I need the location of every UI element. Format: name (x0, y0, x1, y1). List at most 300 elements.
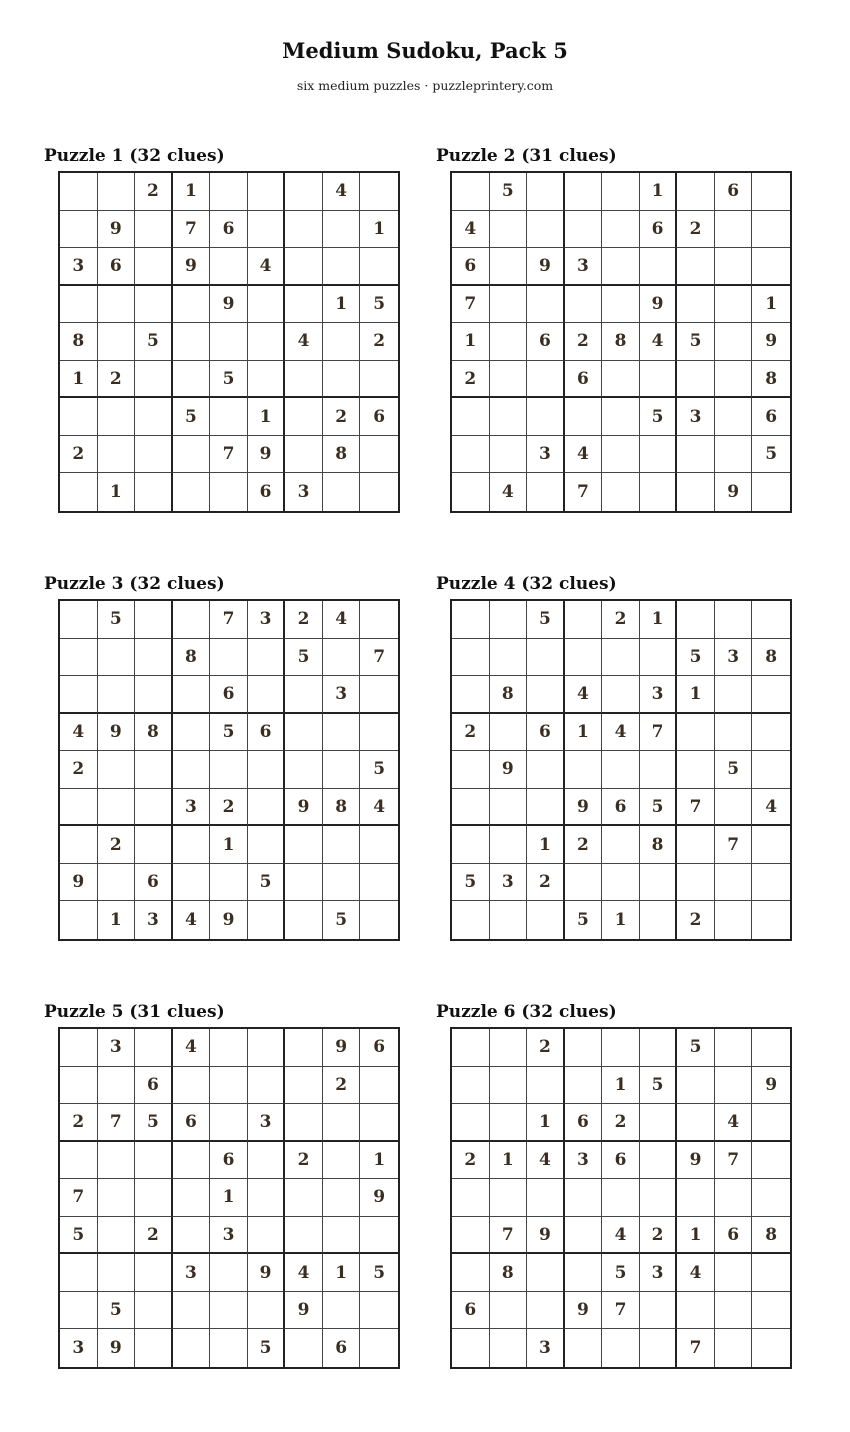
sudoku-cell: 1 (640, 601, 678, 639)
sudoku-cell: 9 (565, 1292, 603, 1330)
sudoku-cell: 6 (135, 864, 173, 902)
sudoku-cell (602, 676, 640, 714)
sudoku-cell (248, 323, 286, 361)
sudoku-cell (565, 1217, 603, 1255)
sudoku-cell (173, 286, 211, 324)
sudoku-cell: 2 (135, 173, 173, 211)
sudoku-cell (98, 639, 136, 677)
sudoku-cell (527, 211, 565, 249)
sudoku-cell (98, 1067, 136, 1105)
sudoku-cell: 5 (715, 751, 753, 789)
sudoku-grid (450, 1027, 792, 1369)
sudoku-cell (135, 1142, 173, 1180)
sudoku-cell: 9 (98, 1329, 136, 1367)
sudoku-cell (677, 601, 715, 639)
sudoku-cell (60, 173, 98, 211)
sudoku-cell: 4 (60, 714, 98, 752)
sudoku-cell (677, 286, 715, 324)
sudoku-cell (360, 1292, 398, 1330)
sudoku-cell (135, 1254, 173, 1292)
sudoku-cell (323, 473, 361, 511)
sudoku-cell (527, 1067, 565, 1105)
sudoku-cell (360, 1104, 398, 1142)
sudoku-cell: 6 (452, 248, 490, 286)
sudoku-cell (173, 751, 211, 789)
sudoku-cell (565, 639, 603, 677)
sudoku-cell (210, 1029, 248, 1067)
sudoku-cell: 2 (60, 751, 98, 789)
sudoku-cell (452, 751, 490, 789)
sudoku-cell (60, 473, 98, 511)
sudoku-cell: 6 (173, 1104, 211, 1142)
sudoku-cell (210, 173, 248, 211)
sudoku-cell (323, 1217, 361, 1255)
sudoku-cell: 4 (323, 601, 361, 639)
sudoku-cell: 6 (527, 714, 565, 752)
sudoku-cell (527, 1292, 565, 1330)
sudoku-cell (173, 826, 211, 864)
sudoku-cell: 6 (360, 1029, 398, 1067)
sudoku-cell: 4 (452, 211, 490, 249)
sudoku-cell: 2 (602, 1104, 640, 1142)
sudoku-cell (677, 248, 715, 286)
sudoku-cell (602, 211, 640, 249)
sudoku-cell (490, 639, 528, 677)
sudoku-cell: 3 (323, 676, 361, 714)
sudoku-cell (490, 826, 528, 864)
sudoku-cell (323, 714, 361, 752)
sudoku-cell: 6 (715, 173, 753, 211)
sudoku-cell (677, 1179, 715, 1217)
sudoku-cell: 5 (135, 1104, 173, 1142)
sudoku-cell: 3 (527, 436, 565, 474)
sudoku-cell (210, 248, 248, 286)
sudoku-cell: 8 (752, 361, 790, 399)
sudoku-cell (602, 473, 640, 511)
puzzle-title: Puzzle 4 (32 clues) (436, 574, 617, 594)
sudoku-cell (135, 398, 173, 436)
sudoku-cell (565, 1029, 603, 1067)
sudoku-cell: 6 (248, 714, 286, 752)
sudoku-cell (677, 436, 715, 474)
sudoku-cell (602, 1179, 640, 1217)
sudoku-cell (248, 1142, 286, 1180)
sudoku-cell: 5 (248, 1329, 286, 1367)
sudoku-cell (98, 436, 136, 474)
sudoku-cell (602, 1329, 640, 1367)
page-subtitle: six medium puzzles · puzzleprintery.com (296, 78, 554, 93)
sudoku-cell (360, 864, 398, 902)
sudoku-cell (752, 173, 790, 211)
sudoku-cell: 4 (173, 901, 211, 939)
sudoku-cell (752, 676, 790, 714)
sudoku-cell: 5 (210, 361, 248, 399)
sudoku-cell (752, 1254, 790, 1292)
sudoku-cell: 4 (248, 248, 286, 286)
sudoku-cell: 2 (565, 826, 603, 864)
sudoku-cell (715, 901, 753, 939)
sudoku-cell (527, 751, 565, 789)
sudoku-cell: 1 (452, 323, 490, 361)
sudoku-cell (360, 361, 398, 399)
sudoku-cell (210, 1104, 248, 1142)
sudoku-cell: 1 (677, 1217, 715, 1255)
sudoku-cell (360, 826, 398, 864)
sudoku-cell (602, 248, 640, 286)
sudoku-cell (285, 676, 323, 714)
sudoku-cell (98, 286, 136, 324)
sudoku-cell: 1 (677, 676, 715, 714)
sudoku-cell (565, 286, 603, 324)
sudoku-cell (640, 1329, 678, 1367)
sudoku-cell (752, 248, 790, 286)
sudoku-cell (490, 361, 528, 399)
sudoku-cell (173, 676, 211, 714)
sudoku-cell: 4 (527, 1142, 565, 1180)
sudoku-cell (602, 751, 640, 789)
sudoku-cell (602, 286, 640, 324)
sudoku-grid (58, 171, 400, 513)
sudoku-cell: 1 (173, 173, 211, 211)
sudoku-cell: 7 (210, 601, 248, 639)
sudoku-cell (360, 601, 398, 639)
sudoku-cell: 5 (677, 639, 715, 677)
sudoku-cell: 5 (565, 901, 603, 939)
sudoku-cell: 9 (527, 1217, 565, 1255)
sudoku-cell: 3 (527, 1329, 565, 1367)
sudoku-cell: 7 (677, 1329, 715, 1367)
sudoku-cell (60, 601, 98, 639)
sudoku-cell (715, 1029, 753, 1067)
sudoku-cell: 7 (715, 1142, 753, 1180)
sudoku-cell (98, 1142, 136, 1180)
sudoku-cell (285, 1067, 323, 1105)
sudoku-cell: 5 (360, 286, 398, 324)
sudoku-cell (752, 714, 790, 752)
sudoku-cell (248, 1179, 286, 1217)
sudoku-cell: 7 (490, 1217, 528, 1255)
sudoku-cell (248, 789, 286, 827)
sudoku-cell: 4 (285, 1254, 323, 1292)
sudoku-cell (98, 1254, 136, 1292)
sudoku-cell (60, 1292, 98, 1330)
sudoku-cell (490, 1104, 528, 1142)
sudoku-cell: 3 (640, 1254, 678, 1292)
sudoku-cell (210, 1292, 248, 1330)
sudoku-cell: 6 (452, 1292, 490, 1330)
sudoku-cell: 5 (323, 901, 361, 939)
sudoku-cell: 4 (752, 789, 790, 827)
sudoku-cell (173, 1067, 211, 1105)
sudoku-cell: 7 (565, 473, 603, 511)
sudoku-cell: 3 (98, 1029, 136, 1067)
sudoku-cell: 6 (715, 1217, 753, 1255)
sudoku-cell: 8 (490, 676, 528, 714)
sudoku-cell (602, 436, 640, 474)
sudoku-cell (677, 1104, 715, 1142)
sudoku-cell: 2 (210, 789, 248, 827)
sudoku-cell (285, 751, 323, 789)
sudoku-cell: 3 (248, 1104, 286, 1142)
sudoku-cell (677, 1067, 715, 1105)
sudoku-cell (490, 601, 528, 639)
sudoku-cell: 5 (98, 1292, 136, 1330)
sudoku-cell (323, 751, 361, 789)
puzzle-title: Puzzle 2 (31 clues) (436, 146, 617, 166)
sudoku-cell (640, 1142, 678, 1180)
sudoku-cell (248, 1029, 286, 1067)
sudoku-cell (285, 714, 323, 752)
sudoku-cell (490, 1029, 528, 1067)
sudoku-cell (248, 1292, 286, 1330)
sudoku-cell (323, 1142, 361, 1180)
sudoku-cell (527, 1254, 565, 1292)
sudoku-cell: 2 (677, 901, 715, 939)
sudoku-cell (285, 1217, 323, 1255)
sudoku-cell: 3 (640, 676, 678, 714)
sudoku-cell (715, 714, 753, 752)
sudoku-cell (752, 751, 790, 789)
puzzle-title: Puzzle 3 (32 clues) (44, 574, 225, 594)
sudoku-cell: 3 (248, 601, 286, 639)
sudoku-cell (565, 751, 603, 789)
sudoku-cell (135, 789, 173, 827)
sudoku-cell (490, 323, 528, 361)
sudoku-cell (715, 1329, 753, 1367)
sudoku-cell (210, 473, 248, 511)
sudoku-cell (210, 1329, 248, 1367)
sudoku-cell: 8 (640, 826, 678, 864)
sudoku-cell: 6 (323, 1329, 361, 1367)
sudoku-cell (752, 1029, 790, 1067)
sudoku-cell (285, 286, 323, 324)
sudoku-cell: 4 (715, 1104, 753, 1142)
sudoku-cell (565, 1329, 603, 1367)
sudoku-cell (135, 826, 173, 864)
sudoku-cell (752, 211, 790, 249)
sudoku-cell (640, 1179, 678, 1217)
sudoku-cell (490, 286, 528, 324)
sudoku-cell: 3 (490, 864, 528, 902)
sudoku-cell: 1 (323, 286, 361, 324)
sudoku-cell (452, 436, 490, 474)
sudoku-grid (58, 599, 400, 941)
sudoku-cell: 6 (527, 323, 565, 361)
sudoku-cell (210, 1067, 248, 1105)
sudoku-cell: 6 (602, 789, 640, 827)
sudoku-cell: 6 (565, 361, 603, 399)
sudoku-cell (752, 901, 790, 939)
sudoku-cell: 2 (527, 1029, 565, 1067)
sudoku-cell (210, 639, 248, 677)
sudoku-cell (715, 1292, 753, 1330)
sudoku-cell (135, 751, 173, 789)
sudoku-cell (565, 1254, 603, 1292)
sudoku-cell (210, 751, 248, 789)
sudoku-cell (173, 1329, 211, 1367)
sudoku-cell: 2 (98, 361, 136, 399)
sudoku-cell (323, 248, 361, 286)
sudoku-cell (640, 639, 678, 677)
sudoku-cell (715, 248, 753, 286)
sudoku-cell (640, 1292, 678, 1330)
sudoku-cell (248, 1067, 286, 1105)
sudoku-cell (715, 1067, 753, 1105)
sudoku-cell (360, 173, 398, 211)
sudoku-cell (173, 1217, 211, 1255)
sudoku-cell (752, 864, 790, 902)
sudoku-cell (452, 173, 490, 211)
sudoku-cell (490, 248, 528, 286)
sudoku-cell (173, 601, 211, 639)
sudoku-cell (285, 1179, 323, 1217)
sudoku-cell: 5 (677, 323, 715, 361)
sudoku-cell (752, 1292, 790, 1330)
sudoku-cell (135, 1179, 173, 1217)
page-title: Medium Sudoku, Pack 5 (282, 38, 568, 63)
sudoku-cell (173, 1179, 211, 1217)
sudoku-cell (323, 1292, 361, 1330)
sudoku-cell (135, 1329, 173, 1367)
sudoku-cell: 5 (360, 1254, 398, 1292)
puzzle-title: Puzzle 6 (32 clues) (436, 1002, 617, 1022)
sudoku-cell: 1 (98, 901, 136, 939)
sudoku-cell (360, 1067, 398, 1105)
sudoku-cell: 2 (452, 1142, 490, 1180)
sudoku-cell: 4 (565, 436, 603, 474)
sudoku-cell: 9 (565, 789, 603, 827)
sudoku-cell (98, 1217, 136, 1255)
sudoku-cell: 7 (360, 639, 398, 677)
sudoku-cell (285, 398, 323, 436)
sudoku-cell: 8 (135, 714, 173, 752)
sudoku-cell (248, 286, 286, 324)
sudoku-cell: 2 (677, 211, 715, 249)
sudoku-cell: 8 (173, 639, 211, 677)
sudoku-cell (135, 286, 173, 324)
sudoku-cell: 5 (60, 1217, 98, 1255)
sudoku-cell (135, 1029, 173, 1067)
sudoku-cell: 3 (135, 901, 173, 939)
sudoku-cell: 2 (285, 601, 323, 639)
sudoku-cell: 9 (752, 1067, 790, 1105)
sudoku-cell: 2 (452, 714, 490, 752)
sudoku-cell: 6 (248, 473, 286, 511)
sudoku-cell: 1 (527, 1104, 565, 1142)
sudoku-cell (452, 676, 490, 714)
sudoku-cell (602, 173, 640, 211)
sudoku-cell (360, 676, 398, 714)
sudoku-cell (173, 864, 211, 902)
sudoku-cell (602, 1029, 640, 1067)
sudoku-cell (60, 639, 98, 677)
sudoku-cell: 3 (173, 1254, 211, 1292)
sudoku-cell (285, 436, 323, 474)
sudoku-cell: 2 (323, 398, 361, 436)
sudoku-cell (60, 676, 98, 714)
sudoku-cell (752, 1329, 790, 1367)
sudoku-cell (490, 211, 528, 249)
sudoku-cell (715, 676, 753, 714)
sudoku-cell: 8 (752, 1217, 790, 1255)
sudoku-cell (323, 639, 361, 677)
sudoku-cell: 5 (173, 398, 211, 436)
sudoku-cell: 9 (752, 323, 790, 361)
sudoku-cell (602, 826, 640, 864)
sudoku-cell (248, 826, 286, 864)
sudoku-cell (640, 864, 678, 902)
sudoku-cell: 2 (323, 1067, 361, 1105)
sudoku-cell (640, 436, 678, 474)
sudoku-cell: 9 (60, 864, 98, 902)
sudoku-cell (452, 826, 490, 864)
sudoku-cell (285, 248, 323, 286)
sudoku-cell (173, 473, 211, 511)
sudoku-cell (752, 1142, 790, 1180)
sudoku-cell: 4 (173, 1029, 211, 1067)
puzzle-title: Puzzle 5 (31 clues) (44, 1002, 225, 1022)
sudoku-cell (173, 1292, 211, 1330)
sudoku-cell: 9 (715, 473, 753, 511)
sudoku-grid (58, 1027, 400, 1369)
sudoku-cell (677, 473, 715, 511)
sudoku-cell: 5 (490, 173, 528, 211)
sudoku-cell (360, 436, 398, 474)
sudoku-cell (360, 248, 398, 286)
sudoku-cell (490, 398, 528, 436)
sudoku-cell: 7 (677, 789, 715, 827)
sudoku-cell: 4 (490, 473, 528, 511)
sudoku-cell: 5 (677, 1029, 715, 1067)
sudoku-cell: 5 (752, 436, 790, 474)
sudoku-cell (715, 361, 753, 399)
sudoku-cell: 5 (602, 1254, 640, 1292)
sudoku-cell (210, 323, 248, 361)
sudoku-cell: 7 (173, 211, 211, 249)
sudoku-cell: 8 (60, 323, 98, 361)
sudoku-cell (60, 398, 98, 436)
sudoku-cell (248, 751, 286, 789)
sudoku-cell: 6 (640, 211, 678, 249)
sudoku-cell: 5 (98, 601, 136, 639)
sudoku-cell (715, 789, 753, 827)
sudoku-cell (715, 864, 753, 902)
sudoku-cell (285, 1029, 323, 1067)
sudoku-cell: 9 (527, 248, 565, 286)
sudoku-cell (565, 864, 603, 902)
sudoku-cell: 9 (210, 901, 248, 939)
sudoku-cell: 1 (490, 1142, 528, 1180)
sudoku-cell: 9 (248, 436, 286, 474)
sudoku-cell (715, 1179, 753, 1217)
sudoku-cell (490, 436, 528, 474)
sudoku-cell: 5 (640, 1067, 678, 1105)
sudoku-cell (715, 436, 753, 474)
sudoku-cell (323, 211, 361, 249)
sudoku-cell (452, 1217, 490, 1255)
sudoku-cell: 4 (677, 1254, 715, 1292)
sudoku-cell (285, 1329, 323, 1367)
sudoku-cell (452, 1254, 490, 1292)
sudoku-cell (677, 826, 715, 864)
sudoku-cell (452, 473, 490, 511)
sudoku-cell (98, 751, 136, 789)
sudoku-cell (285, 901, 323, 939)
sudoku-cell: 5 (248, 864, 286, 902)
sudoku-cell (640, 1104, 678, 1142)
sudoku-cell (98, 864, 136, 902)
sudoku-cell (285, 1104, 323, 1142)
